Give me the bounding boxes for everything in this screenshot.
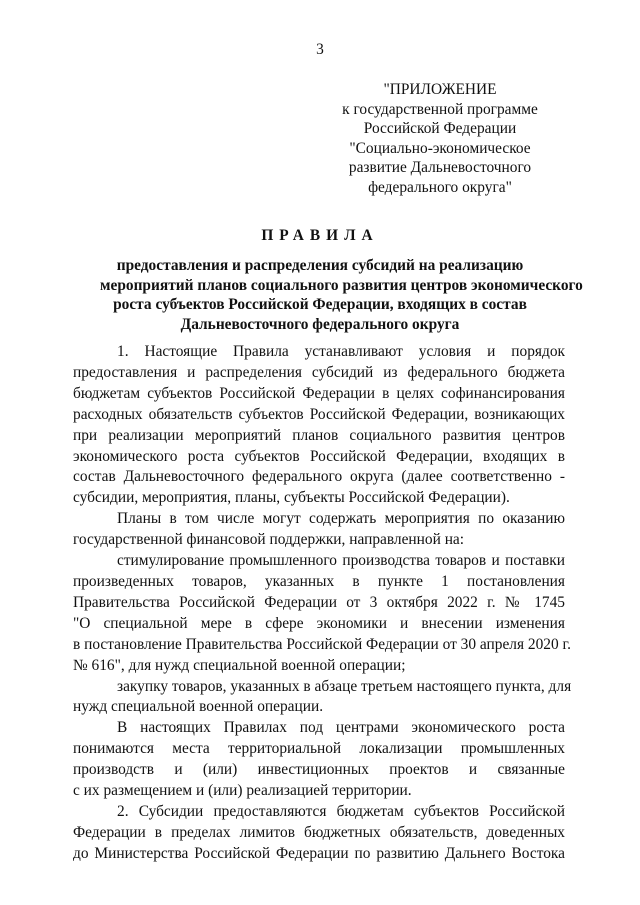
text-line: "О специальной мере в сфере экономики и внесении изменения: [73, 614, 565, 632]
subtitle-line: роста субъектов Российской Федерации, входящих в состав: [113, 296, 527, 313]
text-line: понимаются места территориальной локализации промышленных: [73, 740, 565, 758]
appendix-line: "ПРИЛОЖЕНИЕ: [383, 81, 497, 98]
text-line: нужд специальной военной операции.: [73, 698, 324, 716]
text-line: предоставления и распределения субсидий из федерального бюджета: [73, 363, 565, 381]
appendix-line: "Социально-экономическое: [349, 139, 531, 157]
text-line: экономического роста субъектов Российской Федерации, входящих в: [73, 447, 565, 465]
document-subtitle: [100, 256, 583, 334]
text-line: при реализации мероприятий планов социального развития центров: [73, 426, 565, 444]
paragraph-3: [73, 551, 571, 676]
text-line: В настоящих Правилах под центрами экономического роста: [117, 719, 565, 737]
document-body: [73, 342, 572, 865]
text-line: № 616", для нужд специальной военной операции;: [73, 656, 406, 674]
paragraph-4: [73, 677, 572, 719]
subtitle-line: мероприятий планов социального развития центров экономического: [100, 276, 583, 294]
subtitle-line: предоставления и распределения субсидий на реализацию: [116, 257, 524, 274]
appendix-line: развитие Дальневосточного: [348, 159, 532, 176]
text-line: субсидии, мероприятия, планы, субъекты Российской Федерации).: [73, 489, 510, 507]
paragraph-6: [73, 802, 565, 865]
document-title: ПРАВИЛА: [261, 227, 379, 244]
text-line: состав Дальневосточного федерального округа (далее соответственно -: [73, 468, 565, 486]
text-line: с их размещением и (или) реализацией территории.: [73, 782, 412, 800]
page-number: 3: [316, 41, 324, 58]
appendix-line: к государственной программе: [342, 100, 538, 118]
text-line: расходных обязательств субъектов Российской Федерации, возникающих: [73, 405, 565, 423]
appendix-header: [325, 80, 555, 197]
text-line: производств и (или) инвестиционных проектов и связанные: [73, 761, 565, 779]
appendix-line: федерального округа": [368, 178, 512, 196]
text-line: в постановление Правительства Российской Федерации от 30 апреля 2020 г.: [73, 635, 571, 653]
paragraph-2: [73, 509, 565, 551]
text-line: Федерации в пределах лимитов бюджетных обязательств, доведенных: [73, 823, 565, 841]
text-line: Планы в том числе могут содержать мероприятия по оказанию: [117, 510, 565, 528]
text-line: государственной финансовой поддержки, направленной на:: [73, 531, 465, 549]
text-line: стимулирование промышленного производства товаров и поставки: [117, 552, 565, 570]
subtitle-line: Дальневосточного федерального округа: [180, 315, 460, 333]
text-line: бюджетам субъектов Российской Федерации в целях софинансирования: [73, 384, 565, 402]
text-line: до Министерства Российской Федерации по развитию Дальнего Востока: [73, 844, 565, 862]
text-line: Правительства Российской Федерации от 3 октября 2022 г. № 1745: [73, 593, 565, 611]
text-line: закупку товаров, указанных в абзаце третьем настоящего пункта, для: [117, 677, 572, 695]
paragraph-5: [73, 718, 565, 802]
text-line: 1. Настоящие Правила устанавливают условия и порядок: [117, 343, 565, 360]
paragraph-1: [73, 342, 565, 509]
appendix-line: Российской Федерации: [363, 120, 517, 137]
text-line: 2. Субсидии предоставляются бюджетам субъектов Российской: [117, 802, 565, 820]
text-line: произведенных товаров, указанных в пункте 1 постановления: [73, 572, 565, 590]
